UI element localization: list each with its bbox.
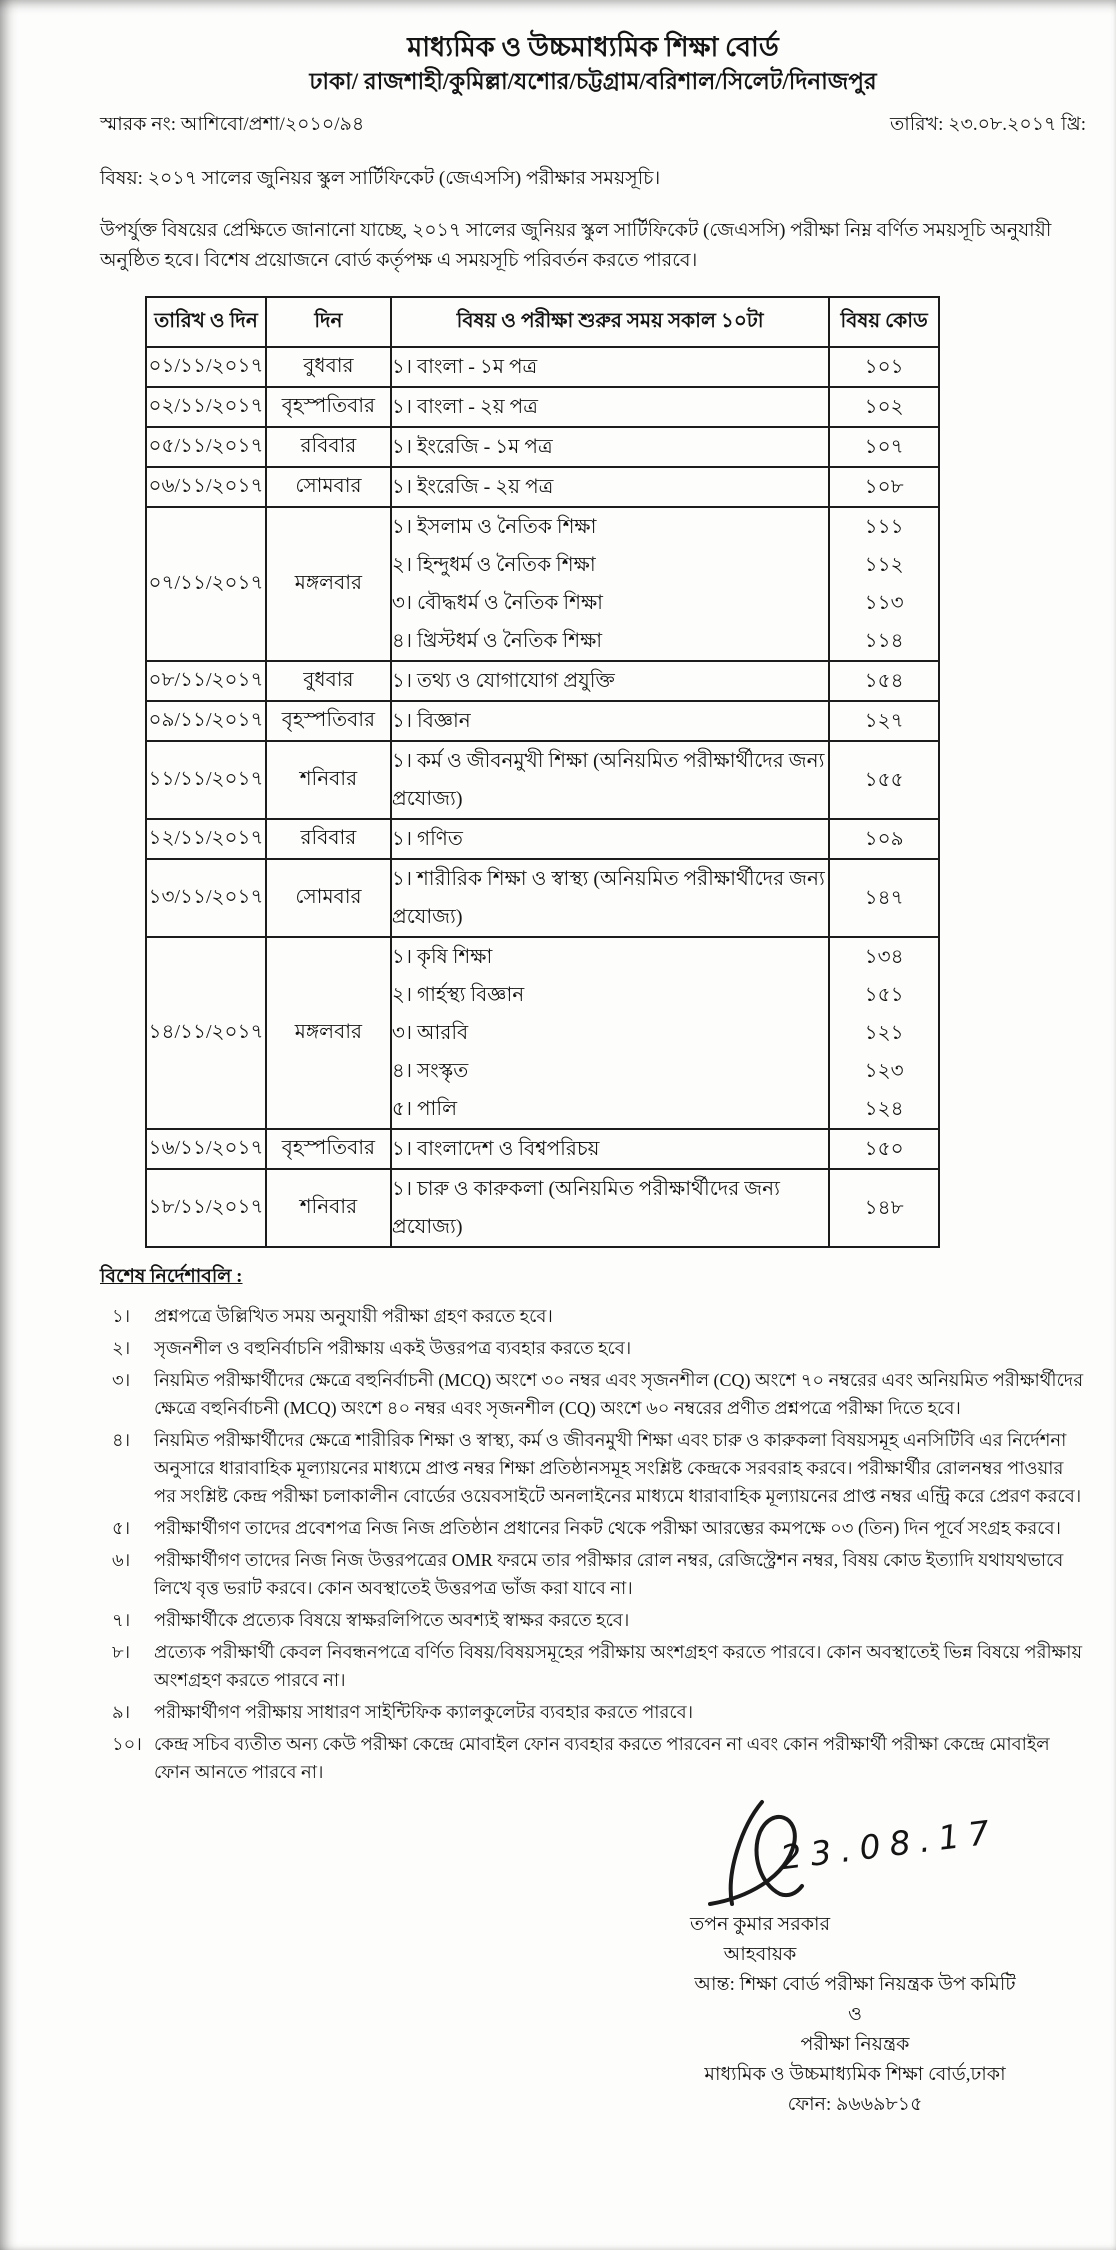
- exam-codes-cell: [829, 937, 939, 1129]
- exam-subjects-cell: [391, 859, 829, 937]
- subject-line: ১। কৃষি শিক্ষা: [391, 946, 493, 968]
- instruction-item: [100, 1730, 1090, 1786]
- subject-code: ১০১: [864, 356, 904, 378]
- subject-line: ১। কর্ম ও জীবনমুখী শিক্ষা (অনিয়মিত পরীক্ষার্থীদের জন্য প্রযোজ্য): [391, 750, 825, 810]
- signatory-committee: আন্ত: শিক্ষা বোর্ড পরীক্ষা নিয়ন্ত্রক উপ কমিটি: [694, 1974, 1016, 1995]
- subject-line: ৩। আরবি: [391, 1022, 469, 1044]
- schedule-row: [146, 507, 939, 661]
- board-regions: ঢাকা/ রাজশাহী/কুমিল্লা/যশোর/চট্টগ্রাম/বরিশাল/সিলেট/দিনাজপুর: [309, 69, 877, 94]
- instruction-item: [100, 1546, 1090, 1602]
- subject-line: ১। ইংরেজি - ২য় পত্র: [391, 476, 554, 498]
- instruction-text: পরীক্ষার্থীগণ পরীক্ষায় সাধারণ সাইন্টিফিক ক্যালকুলেটর ব্যবহার করতে পারবে।: [154, 1702, 694, 1722]
- subject-line: ১। বাংলা - ২য় পত্র: [391, 396, 538, 418]
- subject-line: ৪। সংস্কৃত: [391, 1060, 469, 1082]
- instruction-item: [100, 1426, 1090, 1510]
- schedule-row: [146, 467, 939, 507]
- exam-date-cell: ০৮/১১/২০১৭: [146, 661, 266, 701]
- subject-line: ৫। পালি: [391, 1098, 457, 1120]
- exam-codes-cell: [829, 347, 939, 387]
- exam-subjects-cell: [391, 347, 829, 387]
- signatory-name: তপন কুমার সরকার: [689, 1914, 831, 1935]
- subject-line: ১। শারীরিক শিক্ষা ও স্বাস্থ্য (অনিয়মিত পরীক্ষার্থীদের জন্য প্রযোজ্য): [391, 868, 825, 928]
- schedule-body: [146, 347, 939, 1247]
- exam-codes-cell: [829, 859, 939, 937]
- instruction-item: [100, 1302, 1090, 1330]
- exam-subjects-cell: [391, 937, 829, 1129]
- exam-codes-cell: [829, 1169, 939, 1247]
- subject-code: ১০৮: [864, 476, 904, 498]
- subject-line: ১। বাংলাদেশ ও বিশ্বপরিচয়: [391, 1138, 600, 1160]
- instruction-text: পরীক্ষার্থীগণ তাদের নিজ নিজ উত্তরপত্রের OMR ফরমে তার পরীক্ষার রোল নম্বর, রেজিস্ট্রেশন নম্বর, বিষয় কোড ইত্যাদি যথাযথভাবে লিখে বৃত্ত ভরাট করবে। কোন অবস্থাতেই উত্তরপত্র ভাঁজ করা যাবে না।: [154, 1550, 1064, 1598]
- subject-line: ৪। খ্রিস্টধর্ম ও নৈতিক শিক্ষা: [391, 630, 603, 652]
- subject-code: ১০২: [864, 396, 904, 418]
- exam-date-cell: ০৫/১১/২০১৭: [146, 427, 266, 467]
- exam-day-cell: মঙ্গলবার: [266, 507, 391, 661]
- exam-codes-cell: [829, 1129, 939, 1169]
- exam-codes-cell: [829, 819, 939, 859]
- instruction-number: ৩।: [112, 1370, 131, 1390]
- instruction-text: প্রশ্নপত্রে উল্লিখিত সময় অনুযায়ী পরীক্ষা গ্রহণ করতে হবে।: [154, 1306, 553, 1326]
- exam-codes-cell: [829, 387, 939, 427]
- exam-subjects-cell: [391, 661, 829, 701]
- exam-date-cell: ১২/১১/২০১৭: [146, 819, 266, 859]
- exam-codes-cell: [829, 741, 939, 819]
- schedule-row: [146, 661, 939, 701]
- schedule-row: [146, 347, 939, 387]
- exam-date-cell: ০২/১১/২০১৭: [146, 387, 266, 427]
- instruction-number: ২।: [112, 1338, 131, 1358]
- subject-code: ১১১: [864, 516, 904, 538]
- exam-date-cell: ১৩/১১/২০১৭: [146, 859, 266, 937]
- schedule-row: [146, 937, 939, 1129]
- exam-codes-cell: [829, 467, 939, 507]
- instruction-text: সৃজনশীল ও বহুনির্বাচনি পরীক্ষায় একই উত্তরপত্র ব্যবহার করতে হবে।: [154, 1338, 632, 1358]
- subject-line: ১। ইংরেজি - ১ম পত্র: [391, 436, 553, 458]
- instruction-number: ৯।: [112, 1702, 131, 1722]
- exam-subjects-cell: [391, 387, 829, 427]
- letterhead: [100, 30, 1086, 98]
- exam-schedule-table: [145, 296, 940, 1248]
- exam-codes-cell: [829, 427, 939, 467]
- subject-line: ১। ইসলাম ও নৈতিক শিক্ষা: [391, 516, 597, 538]
- header-subject-code: বিষয় কোড: [829, 297, 939, 347]
- exam-day-cell: বৃহস্পতিবার: [266, 1129, 391, 1169]
- schedule-row: [146, 427, 939, 467]
- instruction-text: নিয়মিত পরীক্ষার্থীদের ক্ষেত্রে বহুনির্বাচনী (MCQ) অংশে ৩০ নম্বর এবং সৃজনশীল (CQ) অংশে ৭০ নম্বরের এবং অনিয়মিত পরীক্ষার্থীদের ক্ষেত্রে বহুনির্বাচনী (MCQ) অংশে ৪০ নম্বর এবং সৃজনশীল (CQ) অংশে ৬০ নম্বরের প্রণীত প্রশ্নপত্রে পরীক্ষা দিতে হবে।: [154, 1370, 1084, 1418]
- exam-day-cell: মঙ্গলবার: [266, 937, 391, 1129]
- subject-line: ১। তথ্য ও যোগাযোগ প্রযুক্তি: [391, 670, 615, 692]
- instruction-text: কেন্দ্র সচিব ব্যতীত অন্য কেউ পরীক্ষা কেন্দ্রে মোবাইল ফোন ব্যবহার করতে পারবেন না এবং কোন পরীক্ষার্থী পরীক্ষা কেন্দ্রে মোবাইল ফোন আনতে পারবে না।: [154, 1734, 1050, 1782]
- subject-code: ১৩৪: [864, 946, 904, 968]
- subject-line: ২। হিন্দুধর্ম ও নৈতিক শিক্ষা: [391, 554, 596, 576]
- subject-line: ১। বাংলা - ১ম পত্র: [391, 356, 538, 378]
- subject-code: ১০৯: [864, 828, 904, 850]
- exam-date-cell: ১৪/১১/২০১৭: [146, 937, 266, 1129]
- bottom-margin: [100, 2120, 1086, 2250]
- instruction-text: নিয়মিত পরীক্ষার্থীদের ক্ষেত্রে শারীরিক শিক্ষা ও স্বাস্থ্য, কর্ম ও জীবনমুখী শিক্ষা এবং চারু ও কারুকলা বিষয়সমূহ এনসিটিবি এর নির্দেশনা অনুসারে ধারাবাহিক মূল্যায়নের মাধ্যমে প্রাপ্ত নম্বর শিক্ষা প্রতিষ্ঠানসমূহ সংশ্লিষ্ট কেন্দ্রকে সরবরাহ করবে। পরীক্ষার্থীর রোলনম্বর পাওয়ার পর সংশ্লিষ্ট কেন্দ্র পরীক্ষা চলাকালীন বোর্ডের ওয়েবসাইটে অনলাইনের মাধ্যমে ধারাবাহিক মূল্যায়নের প্রাপ্ত নম্বর এন্ট্রি করে প্রেরণ করবে।: [154, 1430, 1082, 1506]
- exam-date-cell: ০৭/১১/২০১৭: [146, 507, 266, 661]
- subject-code: ১২১: [864, 1022, 904, 1044]
- exam-date-cell: ০১/১১/২০১৭: [146, 347, 266, 387]
- instruction-number: ৭।: [112, 1610, 131, 1630]
- board-title: মাধ্যমিক ও উচ্চমাধ্যমিক শিক্ষা বোর্ড: [407, 32, 779, 62]
- subject-code: ১১২: [864, 554, 904, 576]
- instruction-item: [100, 1698, 1090, 1726]
- header-date-day: তারিখ ও দিন: [146, 297, 266, 347]
- exam-codes-cell: [829, 507, 939, 661]
- instruction-item: [100, 1638, 1090, 1694]
- subject-code: ১৫০: [864, 1138, 904, 1160]
- instruction-item: [100, 1334, 1090, 1362]
- issue-date: তারিখ: ২৩.০৮.২০১৭ খ্রি:: [889, 114, 1086, 135]
- instructions-list: [100, 1302, 1090, 1786]
- exam-day-cell: সোমবার: [266, 467, 391, 507]
- memo-number: স্মারক নং: আশিবো/প্রশা/২০১০/৯৪: [100, 114, 365, 135]
- exam-day-cell: সোমবার: [266, 859, 391, 937]
- intro-paragraph: উপর্যুক্ত বিষয়ের প্রেক্ষিতে জানানো যাচ্ছে, ২০১৭ সালের জুনিয়র স্কুল সার্টিফিকেট (জেএসসি) পরীক্ষা নিম্ন বর্ণিত সময়সূচি অনুযায়ী অনুষ্ঠিত হবে। বিশেষ প্রয়োজনে বোর্ড কর্তৃপক্ষ এ সময়সূচি পরিবর্তন করতে পারবে।: [100, 220, 1052, 271]
- signatory-role-controller: পরীক্ষা নিয়ন্ত্রক: [800, 2034, 910, 2055]
- signatory-phone: ফোন: ৯৬৬৯৮১৫: [787, 2094, 923, 2115]
- signature-art: [620, 1792, 1090, 1910]
- subject-line: ৩। বৌদ্ধধর্ম ও নৈতিক শিক্ষা: [391, 592, 603, 614]
- instruction-text: পরীক্ষার্থীকে প্রত্যেক বিষয়ে স্বাক্ষরলিপিতে অবশ্যই স্বাক্ষর করতে হবে।: [154, 1610, 630, 1630]
- instruction-text: পরীক্ষার্থীগণ তাদের প্রবেশপত্র নিজ নিজ প্রতিষ্ঠান প্রধানের নিকট থেকে পরীক্ষা আরম্ভের কমপক্ষে ০৩ (তিন) দিন পূর্বে সংগ্রহ করবে।: [154, 1518, 1061, 1538]
- subject-code: ১২৭: [864, 710, 904, 732]
- exam-subjects-cell: [391, 701, 829, 741]
- signatory-role-convener: আহবায়ক: [723, 1944, 797, 1965]
- subject-code: ১০৭: [864, 436, 904, 458]
- instructions-heading: বিশেষ নির্দেশাবলি :: [100, 1266, 243, 1287]
- instruction-number: ৮।: [112, 1642, 131, 1662]
- instruction-text: প্রত্যেক পরীক্ষার্থী কেবল নিবন্ধনপত্রে বর্ণিত বিষয়/বিষয়সমূহের পরীক্ষায় অংশগ্রহণ করতে পারবে। কোন অবস্থাতেই ভিন্ন বিষয়ে পরীক্ষায় অংশগ্রহণ করতে পারবে না।: [154, 1642, 1083, 1690]
- exam-subjects-cell: [391, 1169, 829, 1247]
- exam-date-cell: ১১/১১/২০১৭: [146, 741, 266, 819]
- schedule-row: [146, 387, 939, 427]
- signatory-organization: মাধ্যমিক ও উচ্চমাধ্যমিক শিক্ষা বোর্ড,ঢাকা: [704, 2064, 1006, 2085]
- subject-code: ১৪৭: [864, 887, 904, 909]
- exam-subjects-cell: [391, 507, 829, 661]
- exam-day-cell: বৃহস্পতিবার: [266, 387, 391, 427]
- exam-day-cell: বুধবার: [266, 661, 391, 701]
- subject-code: ১৫১: [864, 984, 904, 1006]
- signature-conjunction: ও: [848, 2004, 862, 2025]
- exam-codes-cell: [829, 661, 939, 701]
- schedule-header-row: [146, 297, 939, 347]
- exam-date-cell: ১৮/১১/২০১৭: [146, 1169, 266, 1247]
- instruction-number: ৪।: [112, 1430, 131, 1450]
- schedule-row: [146, 859, 939, 937]
- instruction-number: ৫।: [112, 1518, 131, 1538]
- exam-date-cell: ১৬/১১/২০১৭: [146, 1129, 266, 1169]
- exam-subjects-cell: [391, 1129, 829, 1169]
- exam-day-cell: বৃহস্পতিবার: [266, 701, 391, 741]
- instruction-number: ১০।: [112, 1734, 142, 1754]
- subject-line: ২। গার্হস্থ্য বিজ্ঞান: [391, 984, 525, 1006]
- subject-line: বিষয়: ২০১৭ সালের জুনিয়র স্কুল সার্টিফিকেট (জেএসসি) পরীক্ষার সময়সূচি।: [100, 168, 661, 189]
- exam-subjects-cell: [391, 741, 829, 819]
- exam-day-cell: রবিবার: [266, 819, 391, 859]
- exam-day-cell: রবিবার: [266, 427, 391, 467]
- subject-code: ১১৩: [864, 592, 904, 614]
- exam-day-cell: শনিবার: [266, 741, 391, 819]
- exam-date-cell: ০৯/১১/২০১৭: [146, 701, 266, 741]
- schedule-row: [146, 1169, 939, 1247]
- handwritten-date: 23.08.17: [778, 1811, 1001, 1878]
- exam-date-cell: ০৬/১১/২০১৭: [146, 467, 266, 507]
- subject-code: ১১৪: [864, 630, 904, 652]
- subject-line: ১। বিজ্ঞান: [391, 710, 471, 732]
- exam-subjects-cell: [391, 427, 829, 467]
- subject-code: ১৫৪: [864, 670, 904, 692]
- exam-codes-cell: [829, 701, 939, 741]
- exam-day-cell: বুধবার: [266, 347, 391, 387]
- schedule-row: [146, 701, 939, 741]
- memo-row: [100, 110, 1086, 142]
- schedule-row: [146, 1129, 939, 1169]
- instruction-number: ৬।: [112, 1550, 131, 1570]
- signature-block: [620, 1792, 1090, 2120]
- subject-code: ১৫৫: [864, 769, 904, 791]
- subject-line: ১। গণিত: [391, 828, 463, 850]
- header-subject-time: বিষয় ও পরীক্ষা শুরুর সময় সকাল ১০টা: [391, 297, 829, 347]
- exam-subjects-cell: [391, 819, 829, 859]
- subject-code: ১২৩: [864, 1060, 904, 1082]
- subject-line: ১। চারু ও কারুকলা (অনিয়মিত পরীক্ষার্থীদের জন্য প্রযোজ্য): [391, 1178, 780, 1238]
- instruction-item: [100, 1514, 1090, 1542]
- instruction-number: ১।: [112, 1306, 131, 1326]
- exam-day-cell: শনিবার: [266, 1169, 391, 1247]
- subject-code: ১৪৮: [864, 1197, 904, 1219]
- schedule-row: [146, 741, 939, 819]
- exam-subjects-cell: [391, 467, 829, 507]
- header-day: দিন: [266, 297, 391, 347]
- instruction-item: [100, 1606, 1090, 1634]
- schedule-row: [146, 819, 939, 859]
- instruction-item: [100, 1366, 1090, 1422]
- subject-code: ১২৪: [864, 1098, 904, 1120]
